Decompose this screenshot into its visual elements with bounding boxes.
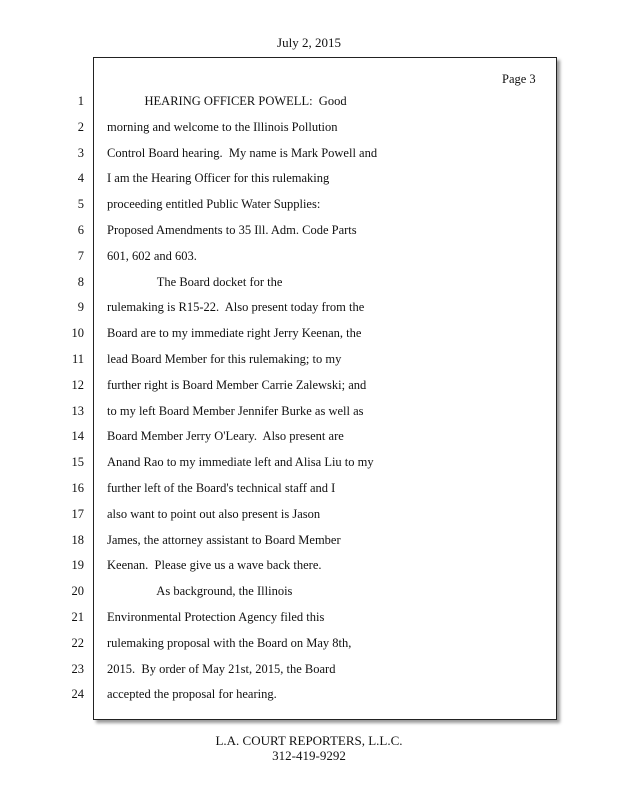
footer <box>0 733 618 763</box>
line-number: 11 <box>71 352 84 366</box>
page-number: Page 3 <box>502 72 536 86</box>
line-number: 12 <box>71 378 84 392</box>
line-text: 601, 602 and 603. <box>107 249 197 263</box>
line-number: 17 <box>71 507 84 521</box>
line-number: 8 <box>77 275 84 289</box>
line-text: also want to point out also present is Jason <box>107 507 321 521</box>
line-text: rulemaking is R15-22. Also present today from the <box>107 300 365 314</box>
line-number: 24 <box>71 687 84 701</box>
line-number: 19 <box>71 558 84 572</box>
line-number: 7 <box>77 249 84 263</box>
line-number: 21 <box>71 610 84 624</box>
line-text: James, the attorney assistant to Board Member <box>107 533 341 547</box>
line-text: further right is Board Member Carrie Zalewski; and <box>107 378 367 392</box>
line-number: 13 <box>71 404 84 418</box>
line-number: 14 <box>71 429 84 443</box>
line-text: As background, the Illinois <box>107 584 293 598</box>
line-number: 5 <box>77 197 84 211</box>
line-number: 10 <box>71 326 84 340</box>
line-text: morning and welcome to the Illinois Pollution <box>107 120 338 134</box>
line-number: 15 <box>71 455 84 469</box>
line-number: 18 <box>71 533 84 547</box>
line-text: I am the Hearing Officer for this rulemaking <box>107 171 330 185</box>
line-number: 3 <box>77 146 84 160</box>
line-text: further left of the Board's technical staff and I <box>107 481 336 495</box>
line-number: 22 <box>71 636 84 650</box>
line-text: The Board docket for the <box>107 275 283 289</box>
line-number: 6 <box>77 223 84 237</box>
line-text: accepted the proposal for hearing. <box>107 687 277 701</box>
line-number: 2 <box>77 120 84 134</box>
line-text: Environmental Protection Agency filed this <box>107 610 325 624</box>
line-text: Anand Rao to my immediate left and Alisa Liu to my <box>107 455 374 469</box>
header-date: July 2, 2015 <box>277 35 341 50</box>
line-text: Board are to my immediate right Jerry Keenan, the <box>107 326 362 340</box>
line-number: 20 <box>71 584 84 598</box>
line-text: HEARING OFFICER POWELL: Good <box>107 94 347 108</box>
line-text: proceeding entitled Public Water Supplies: <box>107 197 321 211</box>
line-text: Proposed Amendments to 35 Ill. Adm. Code Parts <box>107 223 357 237</box>
line-text: rulemaking proposal with the Board on May 8th, <box>107 636 352 650</box>
footer-phone: 312-419-9292 <box>272 748 346 763</box>
line-text: lead Board Member for this rulemaking; to my <box>107 352 342 366</box>
line-text: to my left Board Member Jennifer Burke as well as <box>107 404 364 418</box>
line-number: 1 <box>77 94 84 108</box>
line-number: 4 <box>77 171 84 185</box>
line-number: 16 <box>71 481 84 495</box>
line-text: Board Member Jerry O'Leary. Also present are <box>107 429 344 443</box>
line-text: Control Board hearing. My name is Mark Powell and <box>107 146 378 160</box>
footer-company: L.A. COURT REPORTERS, L.L.C. <box>215 733 403 748</box>
line-number: 9 <box>77 300 84 314</box>
line-text: 2015. By order of May 21st, 2015, the Board <box>107 662 336 676</box>
line-number: 23 <box>71 662 84 676</box>
line-text: Keenan. Please give us a wave back there. <box>107 558 322 572</box>
